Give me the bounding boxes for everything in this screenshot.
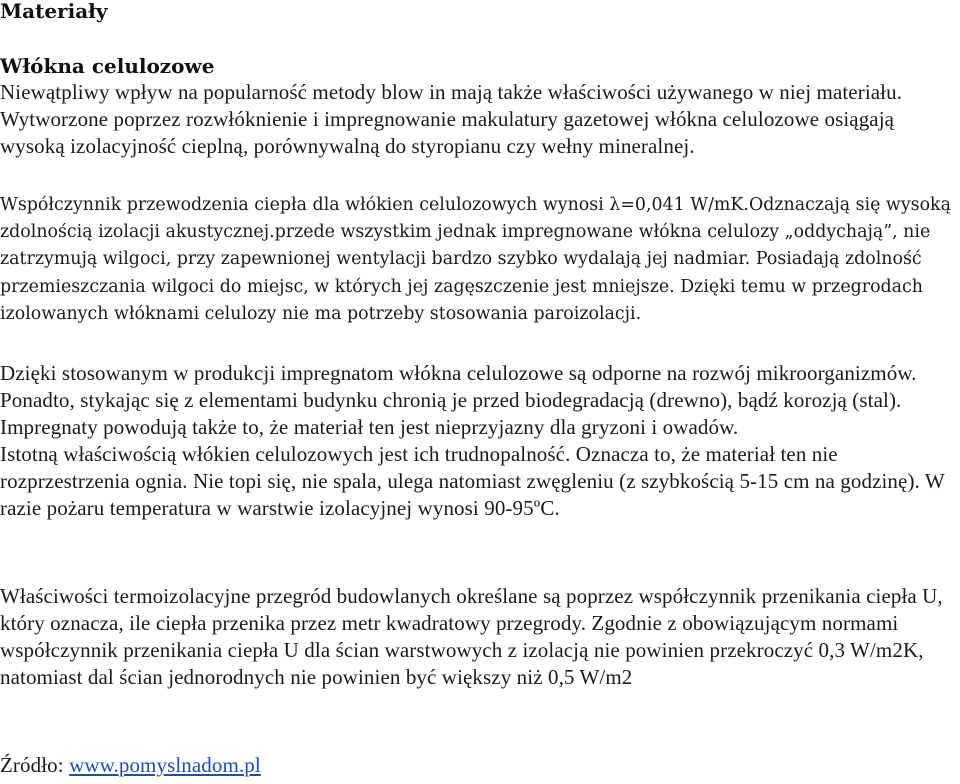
durability-paragraphs: [0, 360, 960, 522]
source-link[interactable]: www.pomyslnadom.pl: [69, 753, 261, 777]
properties-paragraph-text: Współczynnik przewodzenia ciepła dla włókien celulozowych wynosi λ=0,041 W/mK.Odznaczają się wysoką zdolnością izolacji akustycznej.przede wszystkim jednak impregnowane włókna celulozy „oddychają”, nie zatrzymują wilgoci, przy zapewnionej wentylacji bardzo szybko wydalają jej nadmiar. Posiadają zdolność przemieszczania wilgoci do miejsc, w których jej zagęszczenie jest mniejsze. Dzięki temu w przegrodach izolowanych włóknami celulozy nie ma potrzeby stosowania paroizolacji.: [0, 195, 951, 324]
source-line: [0, 752, 960, 779]
intro-paragraph-2: Wytworzone poprzez rozwłóknienie i impregnowanie makulatury gazetowej włókna celulozowe osiągają wysoką izolacyjność cieplną, porównywalną do styropianu czy wełny mineralnej.: [0, 107, 895, 158]
durability-paragraph-2: Istotną właściwością włókien celulozowych jest ich trudnopalność. Oznacza to, że materiał ten nie rozprzestrzenia ognia. Nie topi się, nie spala, ulega natomiast zwęgleniu (z szybkością 5-15 cm na godzinę). W razie pożaru temperatura w warstwie izolacyjnej wynosi 90-95ºC.: [0, 442, 945, 520]
properties-paragraph: [0, 192, 960, 328]
intro-paragraphs: [0, 79, 960, 160]
thermal-paragraph-text: Właściwości termoizolacyjne przegród budowlanych określane są poprzez współczynnik przenikania ciepła U, który oznacza, ile ciepła przenika przez metr kwadratowy przegrody. Zgodnie z obowiązującym normami współczynnik przenikania ciepła U dla ścian warstwowych z izolacją nie powinien przekroczyć 0,3 W/m2K, natomiast dal ścian jednorodnych nie powinien być większy niż 0,5 W/m2: [0, 584, 943, 689]
section-heading: Włókna celulozowe: [0, 54, 215, 78]
thermal-paragraph: [0, 583, 960, 691]
durability-paragraph-1: Dzięki stosowanym w produkcji impregnatom włókna celulozowe są odporne na rozwój mikroorganizmów. Ponadto, stykając się z elementami budynku chronią je przed biodegradacją (drewno), bądź korozją (stal). Impregnaty powodują także to, że materiał ten jest nieprzyjazny dla gryzoni i owadów.: [0, 361, 917, 439]
intro-paragraph-1: Niewątpliwy wpływ na popularność metody blow in mają także właściwości używanego w niej materiału.: [0, 80, 903, 104]
page-title: Materiały: [0, 0, 108, 23]
source-label: Źródło:: [0, 753, 64, 777]
